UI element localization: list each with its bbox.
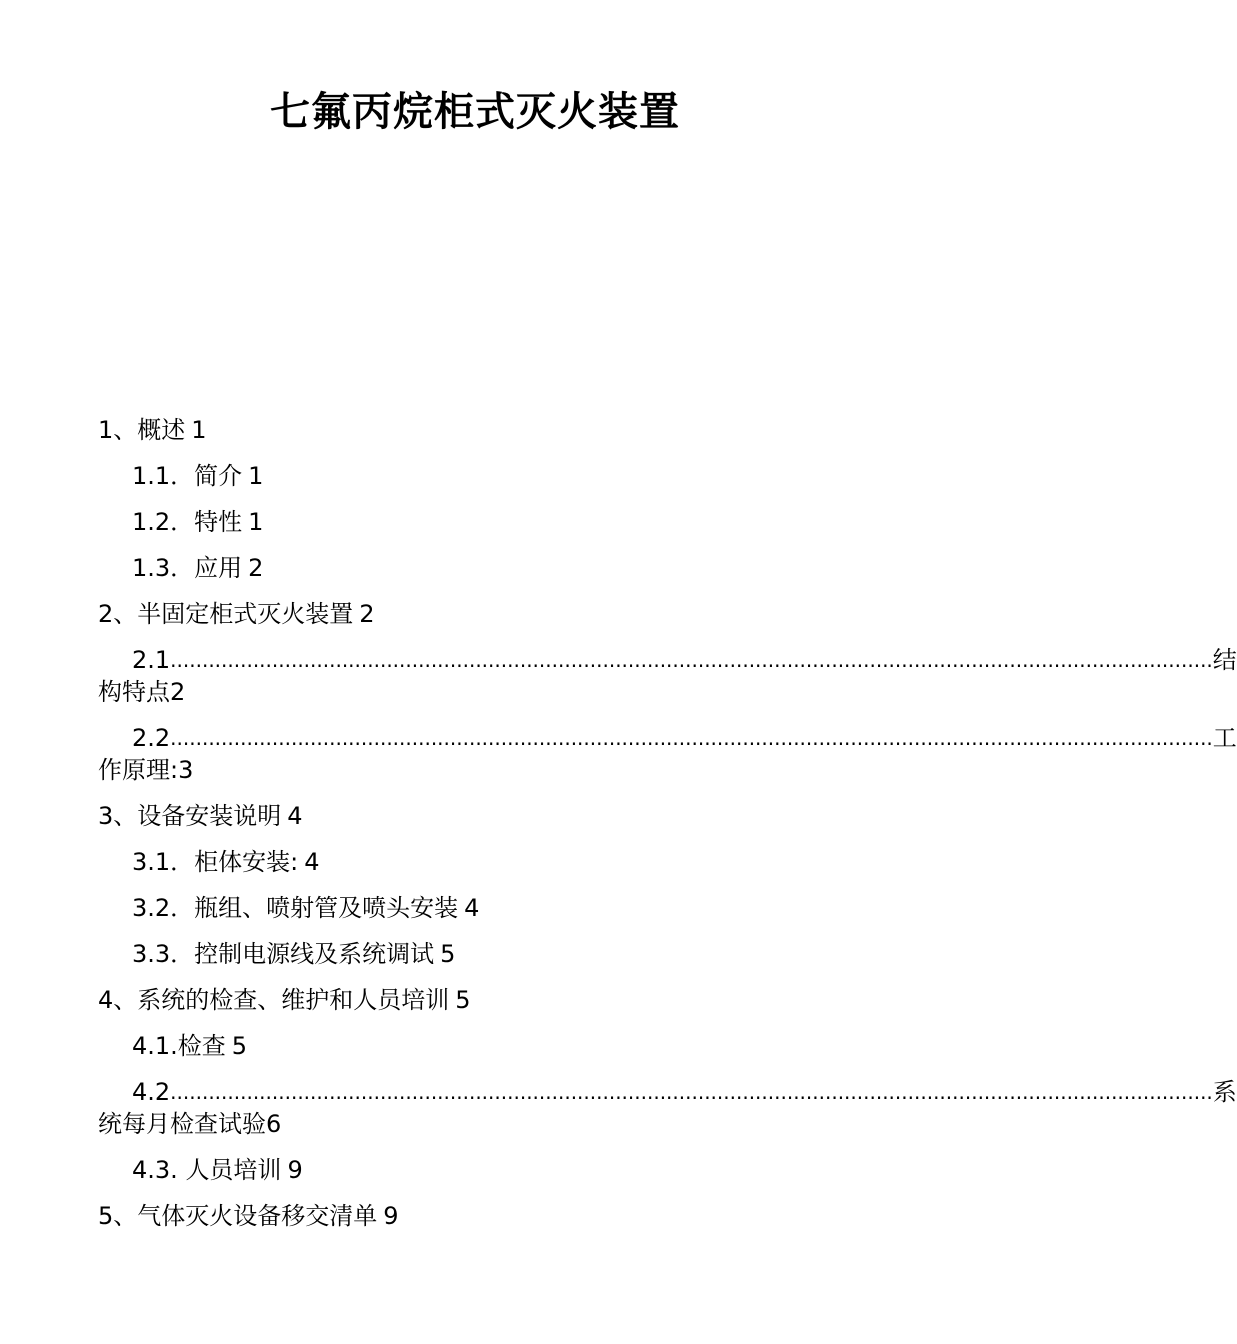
toc-number: 4.2 — [132, 1078, 171, 1106]
toc-page: 1 — [248, 462, 264, 490]
toc-number: 3.2． — [132, 894, 195, 922]
toc-entry-4-2[interactable] — [98, 1076, 1237, 1140]
toc-entry-4-3[interactable] — [98, 1154, 870, 1186]
toc-text: 构特点 — [98, 678, 170, 706]
toc-number: 2.2 — [132, 724, 171, 752]
toc-page: 4 — [464, 894, 480, 922]
toc-entry-3[interactable] — [98, 800, 870, 832]
toc-text: 概述 — [137, 416, 186, 444]
toc-number: 1、 — [98, 416, 138, 444]
toc-entry-2[interactable] — [98, 598, 870, 630]
toc-leader-line — [98, 1076, 1237, 1108]
toc-page: 1 — [191, 416, 207, 444]
toc-number: 3.1． — [132, 848, 195, 876]
toc-text: 柜体安装: — [194, 848, 299, 876]
toc-page: 6 — [266, 1110, 282, 1138]
toc-page: 5 — [231, 1032, 248, 1060]
toc-number: 3、 — [98, 802, 138, 830]
toc-page: 2 — [248, 554, 264, 582]
toc-number: 1.2． — [132, 508, 195, 536]
toc-number: 4.3. — [132, 1156, 186, 1184]
toc-entry-1-2[interactable] — [98, 506, 870, 538]
toc-number: 2.1 — [132, 646, 171, 674]
toc-dot-leader: .................................................................................................................................................................... — [170, 1080, 1213, 1104]
toc-number: 1.1． — [132, 462, 195, 490]
toc-dot-leader: .................................................................................................................................................................... — [170, 648, 1213, 672]
toc-entry-4-1[interactable] — [98, 1030, 870, 1062]
toc-page: 2 — [359, 600, 375, 628]
toc-text: 检查 — [177, 1032, 226, 1060]
toc-page: 9 — [383, 1202, 399, 1230]
toc-text: 应用 — [194, 554, 243, 582]
toc-number: 4.1. — [132, 1032, 178, 1060]
toc-dot-leader: .................................................................................................................................................................... — [170, 726, 1213, 750]
toc-page: 4 — [287, 802, 303, 830]
toc-text: 特性 — [194, 508, 243, 536]
toc-page: 3 — [178, 756, 194, 784]
toc-text: 统每月检查试验 — [98, 1110, 266, 1138]
toc-page: 1 — [248, 508, 264, 536]
toc-number: 5、 — [98, 1202, 138, 1230]
toc-number: 3.3． — [132, 940, 195, 968]
toc-leader-continuation — [98, 1108, 870, 1140]
toc-leader-continuation — [98, 676, 870, 708]
toc-text: 简介 — [194, 462, 243, 490]
toc-entry-3-1[interactable] — [98, 846, 870, 878]
toc-entry-1-3[interactable] — [98, 552, 870, 584]
table-of-contents — [98, 414, 1237, 1232]
toc-number: 4、 — [98, 986, 138, 1014]
toc-leader-continuation — [98, 754, 870, 786]
toc-leader-line — [98, 722, 1237, 754]
toc-entry-3-2[interactable] — [98, 892, 870, 924]
document-title: 七氟丙烷柜式灭火装置 — [270, 89, 680, 135]
toc-page: 2 — [170, 678, 186, 706]
toc-entry-4[interactable] — [98, 984, 870, 1016]
toc-text: 控制电源线及系统调试 — [194, 940, 435, 968]
toc-page: 5 — [455, 986, 471, 1014]
toc-text: 瓶组、喷射管及喷头安装 — [194, 894, 459, 922]
toc-text-head: 结 — [1212, 646, 1237, 674]
toc-text: 系统的检查、维护和人员培训 — [137, 986, 450, 1014]
toc-entry-3-3[interactable] — [98, 938, 870, 970]
toc-page: 9 — [287, 1156, 303, 1184]
toc-entry-2-2[interactable] — [98, 722, 1237, 786]
toc-text: 半固定柜式灭火装置 — [137, 600, 354, 628]
toc-number: 1.3． — [132, 554, 195, 582]
toc-page: 5 — [440, 940, 456, 968]
toc-leader-line — [98, 644, 1237, 676]
toc-text-head: 工 — [1212, 724, 1237, 752]
toc-entry-1[interactable] — [98, 414, 870, 446]
toc-number: 2、 — [98, 600, 138, 628]
toc-text: 作原理: — [98, 756, 179, 784]
toc-text: 气体灭火设备移交清单 — [137, 1202, 378, 1230]
toc-text-head: 系 — [1212, 1078, 1237, 1106]
toc-entry-1-1[interactable] — [98, 460, 870, 492]
toc-text: 设备安装说明 — [137, 802, 282, 830]
toc-entry-5[interactable] — [98, 1200, 870, 1232]
toc-text: 人员培训 — [185, 1156, 282, 1184]
toc-page: 4 — [304, 848, 320, 876]
toc-entry-2-1[interactable] — [98, 644, 1237, 708]
